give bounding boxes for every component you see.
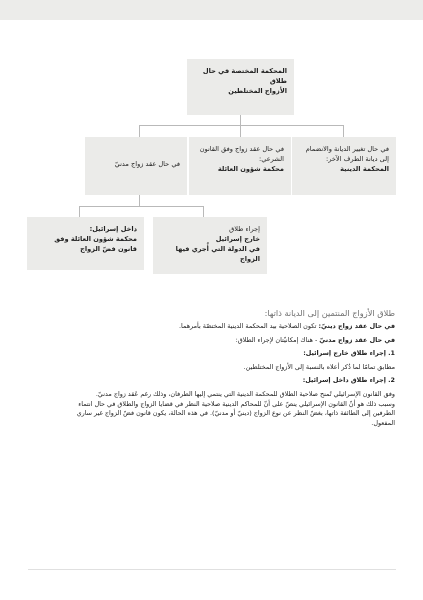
paragraph-line — [27, 390, 395, 400]
paragraph-line — [27, 363, 395, 373]
divorce-inside-line-2: محكمة شؤون العائلة وفق — [54, 235, 137, 243]
chart-box-religion-change — [292, 137, 396, 195]
paragraph-line — [27, 349, 395, 359]
connector-root-down — [240, 115, 241, 125]
page-header-band — [0, 0, 423, 20]
line-bold-lead: في حال عقد زواج مدنيّ — [319, 335, 395, 344]
line-bold-lead: في حال عقد زواج دينيّ: — [318, 322, 395, 330]
religion-change-line-3: المحكمة الدينية — [340, 165, 389, 173]
line-bold-lead: 2. إجراء طلاق داخل إسرائيل: — [302, 376, 395, 385]
paragraph-line — [27, 376, 395, 386]
line-text: تكون الصلاحية بيد المحكمة الدينية المختصّة بأمرهما. — [179, 322, 319, 330]
religious-marriage-line-3: محكمة شؤون العائلة — [217, 165, 284, 173]
paragraph-line — [27, 322, 395, 332]
divorce-inside-line-1: داخل إسرائيل: — [89, 225, 137, 233]
divorce-abroad-line-1: إجراء طلاق — [229, 225, 260, 233]
connector-to-abroad — [203, 206, 204, 217]
line-bold-lead: 1. إجراء طلاق خارج إسرائيل: — [303, 349, 395, 358]
paragraph-line — [27, 400, 395, 410]
connector-to-left — [139, 125, 140, 137]
paragraph-line — [27, 419, 395, 429]
connector-horizontal-bottom — [79, 206, 203, 207]
divorce-inside-line-3: قانون فضّ الزواج — [80, 245, 137, 253]
section-heading: طلاق الأزواج المنتمين إلى الديانة ذاتها: — [264, 308, 395, 318]
connector-to-inside — [79, 206, 80, 217]
line-text: وفق القانون الإسرائيلي تُمنح صلاحية الطلاق للمحكمة الدينية التي ينتمي إليها الطرفان، وذلك رغم عَقد زواج مدنيّ. — [95, 389, 395, 398]
religion-change-line-2: إلى ديانة الطرف الآخر: — [325, 155, 389, 163]
root-line-1: المحكمة المختصة في حال طلاق — [202, 67, 287, 85]
chart-box-divorce-abroad — [153, 217, 267, 274]
religious-marriage-line-2: الشرعي: — [258, 155, 284, 163]
line-text: المفعول. — [371, 418, 395, 427]
chart-box-divorce-inside — [27, 217, 144, 270]
line-text: - هناك إمكانيّتان لإجراء الطلاق: — [235, 335, 320, 344]
divorce-abroad-line-3: في الدولة التي أُجري فيها الزواج — [175, 245, 260, 263]
connector-horizontal-top — [139, 125, 344, 126]
chart-root-box — [187, 59, 294, 115]
divorce-abroad-line-2: خارج إسرائيل — [215, 235, 260, 243]
civil-marriage-line-1: في حال عقد زواج مدنيّ — [114, 160, 180, 168]
footer-rule — [28, 569, 396, 570]
connector-civil-down — [139, 195, 140, 206]
same-religion-divorce-section — [27, 308, 395, 428]
religious-marriage-line-1: في حال عقد زواج وفق القانون — [199, 145, 284, 153]
line-text: الطرفين إلى الطائفة ذاتها، بغضّ النظر عن نوع الزواج (دينيّ أو مدنيّ). في هذه الحالة، يكون قانون فضّ الزواج غير ساري — [76, 409, 395, 418]
line-text: وسبب ذلك هو أنّ القانون الإسرائيلي ينصّ على أنّ للمحاكم الدينية صلاحية النظر في قضايا الزواج والطلاق في حال انتماء — [78, 399, 395, 408]
chart-box-religious-marriage — [189, 137, 291, 195]
root-line-2: الأزواج المختلطين — [228, 87, 287, 95]
connector-to-middle — [240, 125, 241, 137]
paragraph-line — [27, 409, 395, 419]
connector-to-right — [343, 125, 344, 137]
paragraph-line — [27, 336, 395, 346]
chart-box-civil-marriage — [85, 137, 187, 195]
religion-change-line-1: في حال تغيير الديانة والانضمام — [305, 145, 389, 153]
line-text: مطابق تمامًا لما ذُكر أعلاه بالنسبة إلى الأزواج المختلطين. — [243, 362, 395, 371]
